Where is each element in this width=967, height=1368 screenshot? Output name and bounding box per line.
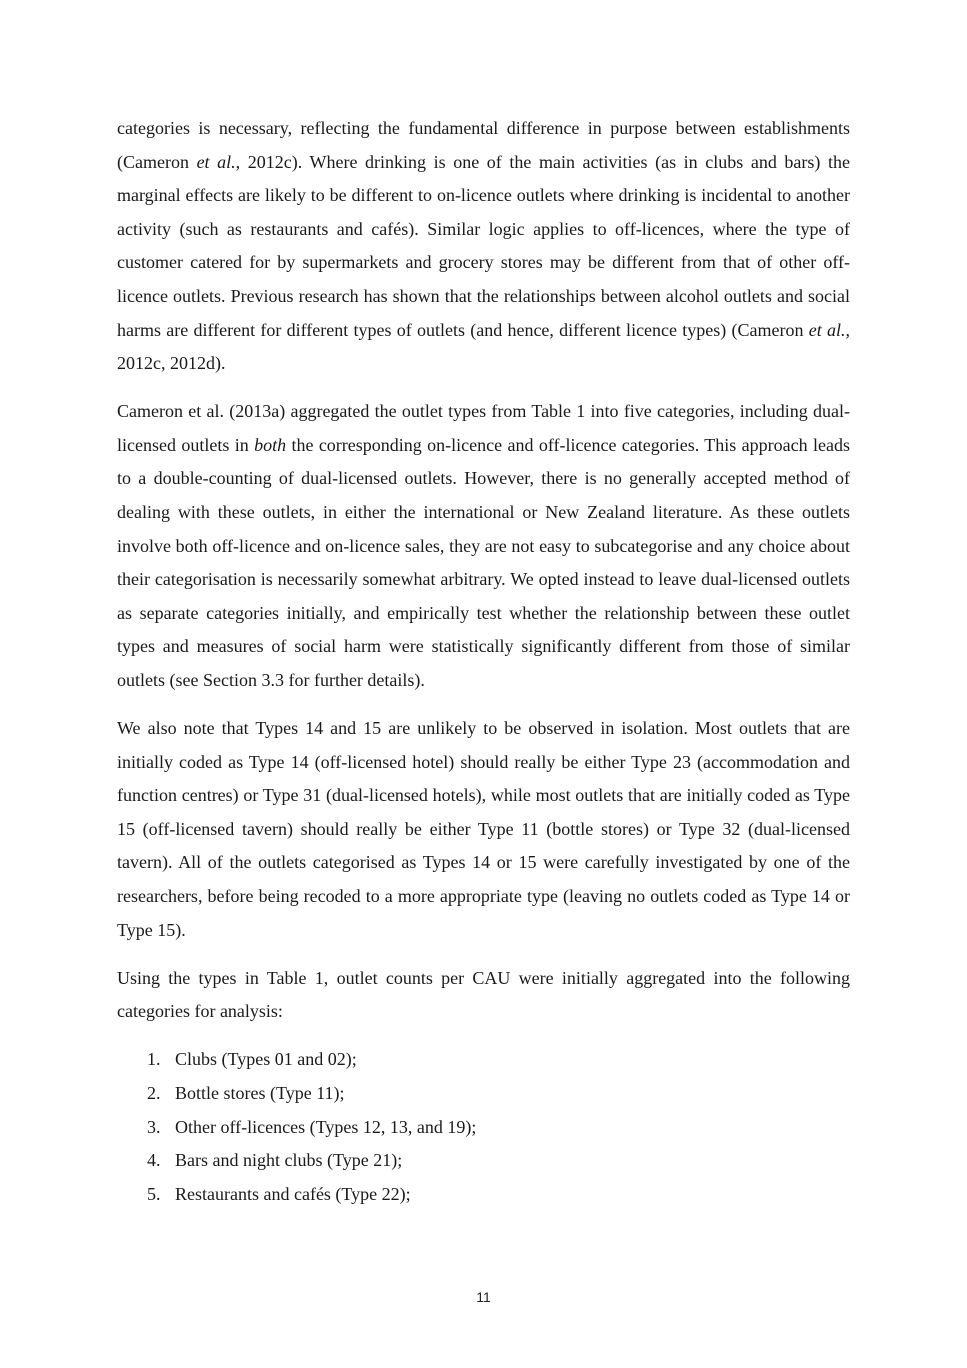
category-list bbox=[117, 1043, 850, 1211]
list-item bbox=[117, 1043, 850, 1077]
list-item bbox=[117, 1144, 850, 1178]
list-item-text: Bars and night clubs (Type 21); bbox=[175, 1150, 403, 1171]
paragraph-italic-text: et al. bbox=[196, 151, 236, 172]
page-number: 11 bbox=[476, 1289, 491, 1305]
list-item-number: 3. bbox=[147, 1116, 161, 1137]
paragraph-text: the corresponding on-licence and off-licence categories. This approach leads to a double-counting of dual-licensed outlets. However, there is no generally accepted method of dealing with these outlets, in either the international or New Zealand literature. As these outlets involve both off-licence and on-licence sales, they are not easy to subcategorise and any choice about their categorisation is necessarily somewhat arbitrary. We opted instead to leave dual-licensed outlets as separate categories initially, and empirically test whether the relationship between these outlet types and measures of social harm were statistically significantly different from those of similar outlets (see Section 3.3 for further details). bbox=[117, 434, 850, 690]
paragraph-text: We also note that Types 14 and 15 are unlikely to be observed in isolation. Most outlets that are initially coded as Type 14 (off-licensed hotel) should really be either Type 23 (accommodation and function centres) or Type 31 (dual-licensed hotels), while most outlets that are initially coded as Type 15 (off-licensed tavern) should really be either Type 11 (bottle stores) or Type 32 (dual-licensed tavern). All of the outlets categorised as Types 14 or 15 were carefully investigated by one of the researchers, before being recoded to a more appropriate type (leaving no outlets coded as Type 14 or Type 15). bbox=[117, 718, 850, 940]
paragraph-2 bbox=[117, 395, 850, 697]
list-item bbox=[117, 1178, 850, 1212]
paragraph-italic-text: et al. bbox=[808, 319, 846, 340]
list-item-text: Restaurants and cafés (Type 22); bbox=[175, 1183, 411, 1204]
list-item-number: 2. bbox=[147, 1083, 161, 1104]
list-item-text: Other off-licences (Types 12, 13, and 19); bbox=[175, 1116, 477, 1137]
paragraph-text: , 2012c, 2012d). bbox=[117, 319, 850, 374]
paragraph-text: Using the types in Table 1, outlet counts per CAU were initially aggregated into the following categories for analysis: bbox=[117, 967, 850, 1022]
list-item-number: 5. bbox=[147, 1183, 161, 1204]
paragraph-text: categories is necessary, reflecting the fundamental difference in purpose between establishments (Cameron bbox=[117, 118, 850, 172]
list-item-number: 1. bbox=[147, 1049, 161, 1070]
paragraph-4 bbox=[117, 962, 850, 1029]
paragraph-text: , 2012c). Where drinking is one of the main activities (as in clubs and bars) the marginal effects are likely to be different to on-licence outlets where drinking is incidental to another activity (such as restaurants and cafés). Similar logic applies to off-licences, where the type of customer catered for by supermarkets and grocery stores may be different from that of other off-licence outlets. Previous research has shown that the relationships between alcohol outlets and social harms are different for different types of outlets (and hence, different licence types) (Cameron bbox=[117, 151, 850, 340]
list-item bbox=[117, 1077, 850, 1111]
document-body bbox=[117, 112, 850, 1211]
list-item-number: 4. bbox=[147, 1150, 161, 1171]
paragraph-text: Cameron et al. (2013a) aggregated the outlet types from Table 1 into five categories, including dual-licensed outlets in bbox=[117, 401, 850, 455]
paragraph-3 bbox=[117, 712, 850, 947]
paragraph-1 bbox=[117, 112, 850, 381]
list-item-text: Clubs (Types 01 and 02); bbox=[175, 1049, 357, 1070]
list-item-text: Bottle stores (Type 11); bbox=[175, 1083, 345, 1104]
paragraph-italic-text: both bbox=[254, 434, 287, 455]
list-item bbox=[117, 1111, 850, 1145]
